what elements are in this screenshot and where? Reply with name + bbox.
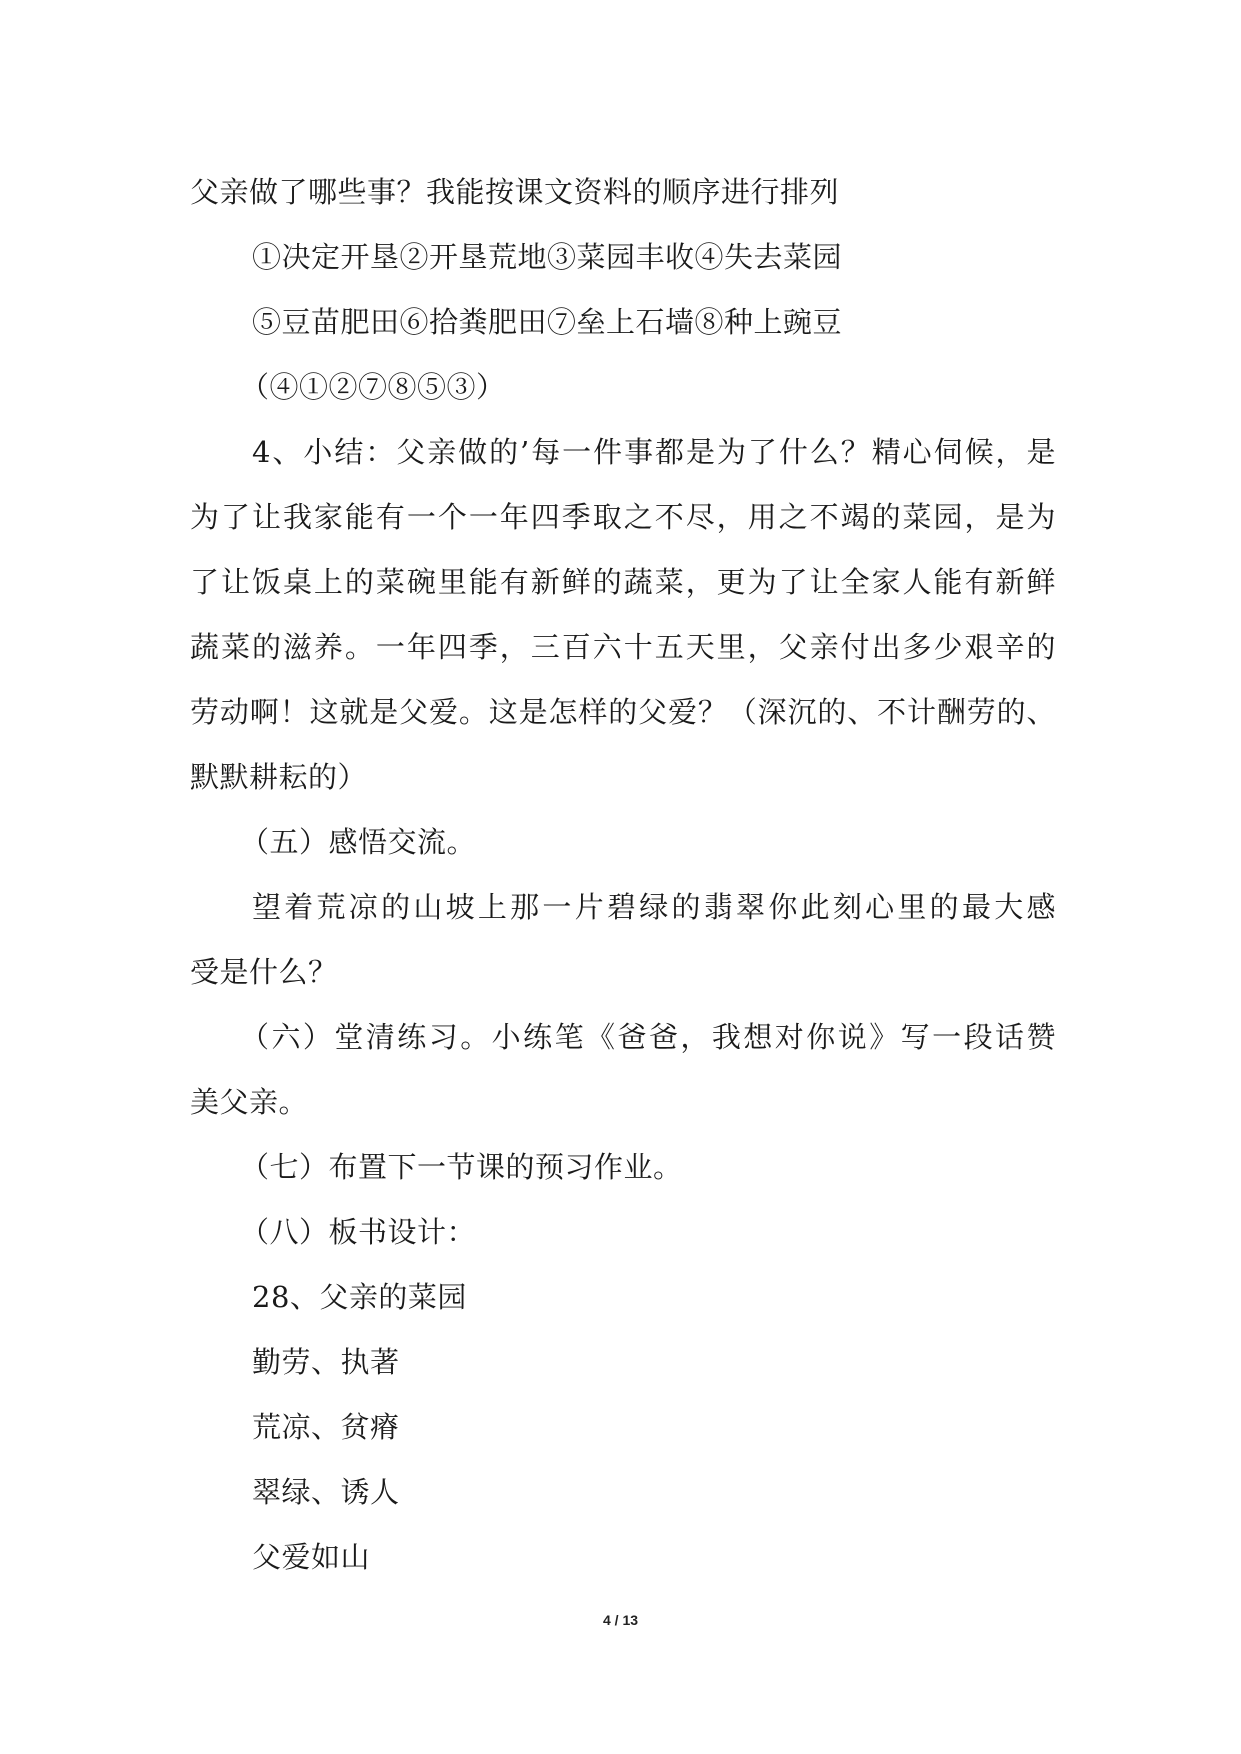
paragraph-line: 受是什么？ <box>190 955 338 989</box>
section-heading: （五）感悟交流。 <box>240 825 477 859</box>
paragraph-line: 父亲做了哪些事？我能按课文资料的顺序进行排列 <box>190 175 840 209</box>
paragraph-line: ⑤豆苗肥田⑥拾粪肥田⑦垒上石墙⑧种上豌豆 <box>252 305 843 339</box>
board-design-title: 28、父亲的菜园 <box>252 1280 467 1314</box>
section-heading: （八）板书设计： <box>240 1215 477 1249</box>
paragraph-line: ①决定开垦②开垦荒地③菜园丰收④失去菜园 <box>252 240 843 274</box>
board-design-item: 父爱如山 <box>252 1540 371 1574</box>
paragraph-line: 美父亲。 <box>190 1085 309 1119</box>
paragraph-line: 为了让我家能有一个一年四季取之不尽，用之不竭的菜园，是为 <box>190 500 1056 534</box>
paragraph-line: 了让饭桌上的菜碗里能有新鲜的蔬菜，更为了让全家人能有新鲜 <box>190 565 1056 599</box>
document-body <box>190 160 1056 1590</box>
board-design-item: 荒凉、贫瘠 <box>252 1410 400 1444</box>
paragraph-line: 望着荒凉的山坡上那一片碧绿的翡翠你此刻心里的最大感 <box>252 890 1056 924</box>
paragraph-line: 默默耕耘的） <box>190 760 368 794</box>
paragraph-line: 劳动啊！这就是父爱。这是怎样的父爱？（深沉的、不计酬劳的、 <box>190 695 1056 729</box>
board-design-item: 翠绿、诱人 <box>252 1475 400 1509</box>
page-number: 4 / 13 <box>602 1612 639 1628</box>
section-heading: （七）布置下一节课的预习作业。 <box>240 1150 683 1184</box>
paragraph-line: 蔬菜的滋养。一年四季，三百六十五天里，父亲付出多少艰辛的 <box>190 630 1056 664</box>
section-heading: （六）堂清练习。小练笔《爸爸，我想对你说》写一段话赞 <box>240 1020 1056 1054</box>
paragraph-line: 4、小结：父亲做的’每一件事都是为了什么？精心伺候，是 <box>252 435 1056 469</box>
paragraph-line: （④①②⑦⑧⑤③） <box>240 370 506 404</box>
board-design-item: 勤劳、执著 <box>252 1345 400 1379</box>
